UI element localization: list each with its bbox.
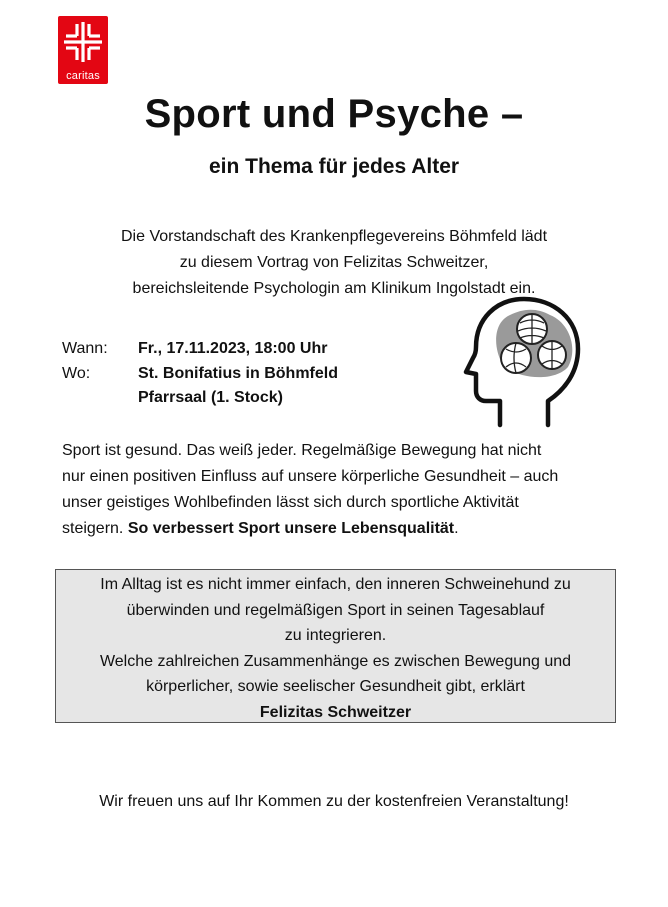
paragraph-line: nur einen positiven Einfluss auf unsere körperliche Gesundheit – auch (62, 468, 559, 485)
box-line: Im Alltag ist es nicht immer einfach, den inneren Schweinehund zu (100, 576, 571, 593)
paragraph-line: Sport ist gesund. Das weiß jeder. Regelmäßige Bewegung hat nicht (62, 442, 542, 459)
where-label: Wo: (62, 364, 91, 382)
where-value-2: Pfarrsaal (1. Stock) (138, 389, 283, 406)
paragraph-emphasis: So verbessert Sport unsere Lebensqualität (127, 520, 455, 537)
paragraph-period: . (454, 520, 459, 537)
paragraph-text: steigern. (62, 520, 128, 537)
caritas-logo (58, 16, 108, 84)
intro-line: zu diesem Vortrag von Felizitas Schweitzer, (179, 254, 489, 271)
page-title: Sport und Psyche – (144, 92, 524, 136)
page-subtitle: ein Thema für jedes Alter (208, 155, 460, 178)
speaker-name: Felizitas Schweitzer (259, 703, 412, 721)
where-value: St. Bonifatius in Böhmfeld (138, 364, 338, 382)
head-with-sports-balls-icon (462, 293, 584, 431)
box-line: körperlicher, sowie seelischer Gesundheit gibt, erklärt (146, 678, 525, 695)
where-row-2 (62, 386, 338, 411)
body-paragraph (62, 438, 622, 542)
closing-text: Wir freuen uns auf Ihr Kommen zu der kostenfreien Veranstaltung! (99, 793, 569, 810)
box-line: überwinden und regelmäßigen Sport in seinen Tagesablauf (126, 601, 545, 619)
intro-line: Die Vorstandschaft des Krankenpflegevereins Böhmfeld lädt (120, 228, 548, 245)
caritas-cross-icon (63, 20, 103, 64)
paragraph-line: unser geistiges Wohlbefinden lässt sich durch sportliche Aktivität (62, 494, 519, 511)
intro-text (0, 224, 668, 302)
box-line: zu integrieren. (284, 627, 387, 644)
paragraph-line (62, 516, 622, 542)
where-row (62, 362, 338, 387)
when-value: Fr., 17.11.2023, 18:00 Uhr (138, 340, 328, 357)
box-line: Welche zahlreichen Zusammenhänge es zwischen Bewegung und (99, 652, 572, 670)
when-label: Wann: (62, 340, 108, 357)
intro-line: bereichsleitende Psychologin am Klinikum Ingolstadt ein. (132, 280, 536, 297)
logo-wordmark: caritas (66, 70, 100, 82)
when-row (62, 337, 338, 362)
event-details (62, 337, 338, 411)
info-box (55, 569, 616, 723)
